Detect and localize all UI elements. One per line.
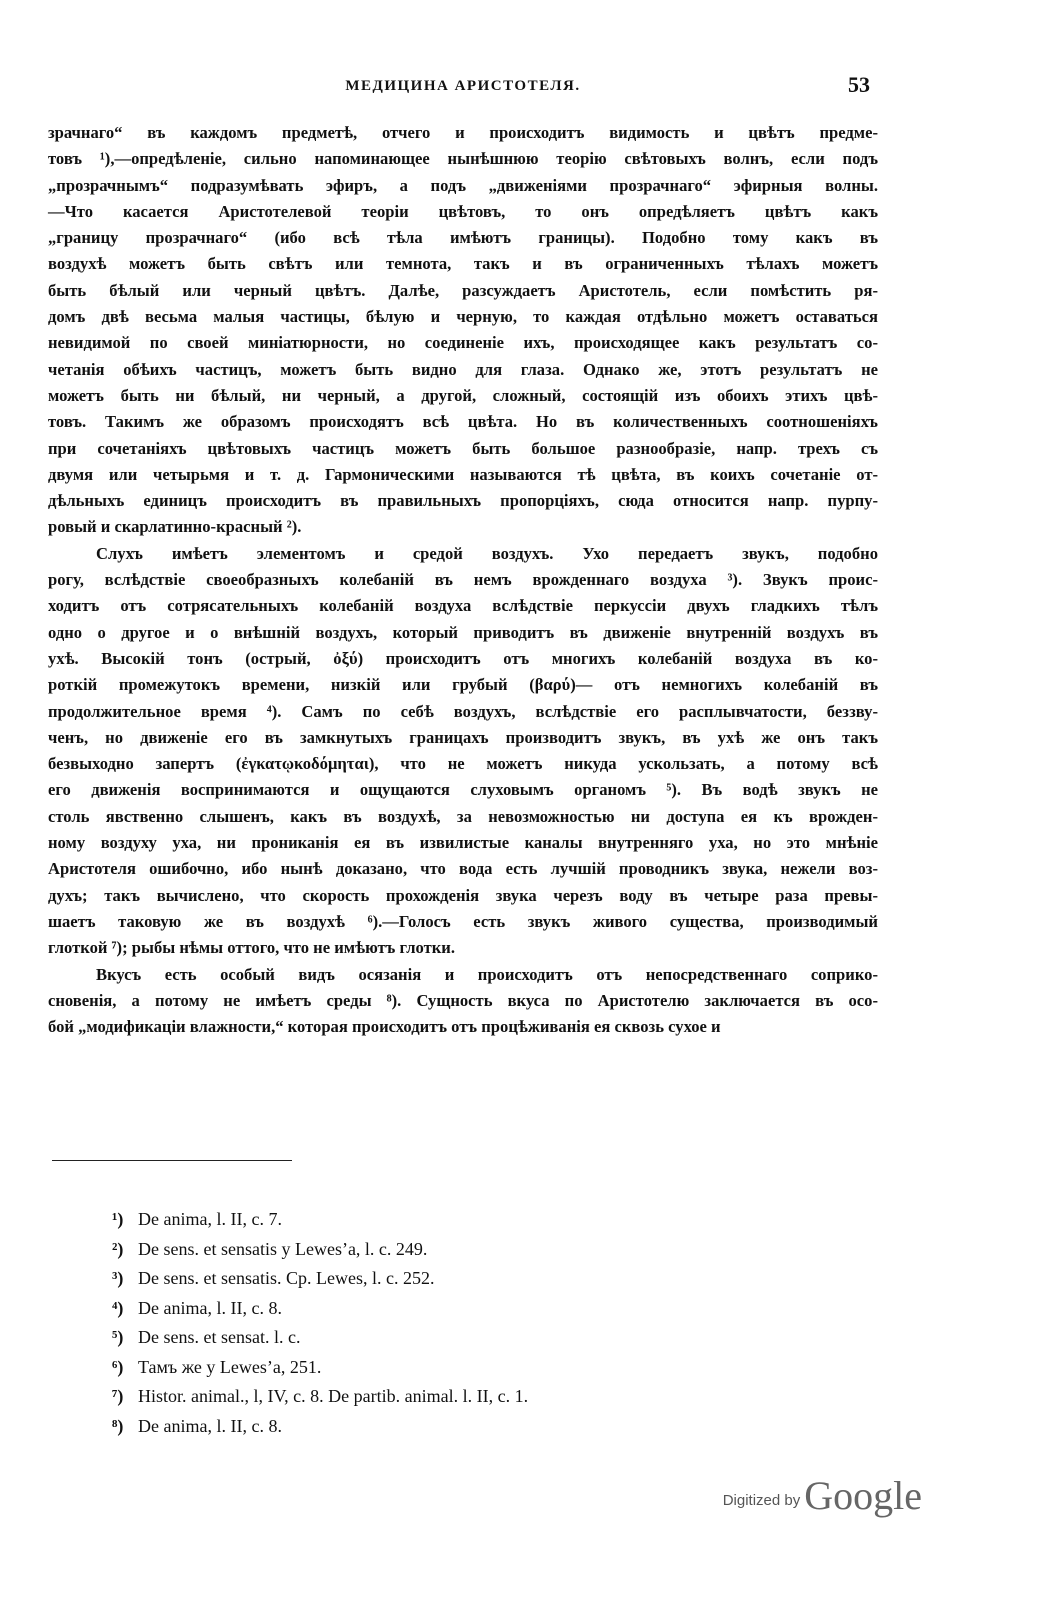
footnote-number: ⁸) [112, 1415, 124, 1436]
footnote-text: De sens. et sensatis. Cp. Lewes, l. c. 252. [138, 1268, 435, 1288]
footnote [112, 1205, 812, 1235]
footnote-number: ⁵) [112, 1327, 124, 1347]
text-line: при сочетаніяхъ цвѣтовыхъ частицъ можетъ быть большое разнообразіе, напр. трехъ съ [48, 438, 878, 458]
page-header [48, 72, 878, 102]
text-line: товъ ¹),—опредѣленіе, сильно напоминающее нынѣшнюю теорію свѣтовыхъ волнъ, если подъ [48, 149, 878, 169]
text-line: домъ двѣ весьма малыя частицы, бѣлую и черную, то каждая отдѣльно можетъ оставаться [48, 307, 878, 327]
text-line: быть бѣлый или черный цвѣтъ. Далѣе, разсуждаетъ Аристотель, если помѣстить ря- [48, 280, 878, 300]
text-line: шаетъ таковую же въ воздухѣ ⁶).—Голосъ есть звукъ живого существа, производимый [48, 911, 878, 931]
google-logo: Google [804, 1473, 922, 1518]
text-line: безвыходно запертъ (ἐγκατῳκοδόμηται), что не можетъ никуда ускользать, а потому всѣ [48, 754, 878, 774]
text-line: невидимой по своей миніатюрности, но соединеніе ихъ, происходящее какъ результатъ со- [48, 333, 878, 353]
footnote-text: Тамъ же у Lewes’a, 251. [138, 1356, 322, 1377]
footnote-text: De anima, l. II, c. 8. [138, 1415, 282, 1436]
text-line: роткій промежутокъ времени, низкій или грубый (βαρύ)— отъ немногихъ колебаній въ [48, 675, 878, 695]
text-line: —Что касается Аристотелевой теоріи цвѣтовъ, то онъ опредѣляетъ цвѣтъ какъ [48, 201, 878, 221]
footnote-number: ³) [112, 1268, 124, 1288]
running-title: МЕДИЦИНА АРИСТОТЕЛЯ. [345, 78, 581, 94]
text-line: глоткой ⁷); рыбы нѣмы оттого, что не имѣютъ глотки. [48, 938, 456, 958]
text-line: зрачнаго“ въ каждомъ предметѣ, отчего и происходитъ видимость и цвѣтъ предме- [48, 123, 878, 142]
text-line: ному воздуху уха, ни прониканія ея въ извилистые каналы внутренняго уха, но это мнѣніе [48, 833, 878, 853]
footnote-number: ⁷) [112, 1386, 124, 1406]
text-line: рогу, вслѣдствіе своеобразныхъ колебаній въ немъ врожденнаго воздуха ³). Звукъ проис- [48, 570, 878, 590]
footnote-text: Histor. animal., l, IV, c. 8. De partib. animal. l. II, c. 1. [138, 1386, 529, 1406]
text-line: сновенія, а потому не имѣетъ среды ⁸). Сущность вкуса по Аристотелю заключается въ осо- [48, 990, 878, 1010]
text-line: дѣльныхъ единицъ происходитъ въ правильныхъ пропорціяхъ, сюда относится напр. пурпу- [48, 491, 878, 511]
text-line: ходитъ отъ сотрясательныхъ колебаній воздуха вслѣдствіе перкуссіи двухъ гладкихъ тѣлъ [48, 596, 878, 616]
text-line: его движенія воспринимаются и ощущаются слуховымъ органомъ ⁵). Въ водѣ звукъ не [48, 780, 878, 800]
text-line: можетъ быть ни бѣлый, ни черный, а другой, сложный, состоящій изъ обоихъ этихъ цвѣ- [48, 385, 878, 405]
text-line: одно о другое и о внѣшній воздухъ, который приводитъ въ движеніе внутренній воздухъ въ [48, 622, 878, 642]
watermark-prefix: Digitized by [722, 1492, 801, 1509]
paragraph [48, 541, 878, 962]
text-line: столь явственно слышенъ, какъ въ воздухѣ, за невозможностью ни доступа ея къ врожден- [48, 806, 878, 826]
footnotes [112, 1205, 812, 1441]
digitized-by-watermark [723, 1472, 922, 1519]
footnote-number: ¹) [112, 1209, 124, 1229]
text-line: воздухѣ можетъ быть свѣтъ или темнота, такъ и въ ограниченныхъ тѣлахъ можетъ [48, 254, 878, 274]
text-line: товъ. Такимъ же образомъ происходятъ всѣ цвѣта. Но въ количественныхъ соотношеніяхъ [48, 412, 878, 432]
text-line: ченъ, но движеніе его въ замкнутыхъ границахъ производитъ звукъ, въ ухѣ же онъ такъ [48, 727, 878, 747]
text-line: „границу прозрачнаго“ (ибо всѣ тѣла имѣютъ границы). Подобно тому какъ въ [48, 228, 878, 248]
footnote [112, 1235, 812, 1265]
footnote [112, 1353, 812, 1383]
footnote-text: De sens. et sensat. l. c. [138, 1327, 301, 1347]
text-line: ухѣ. Высокій тонъ (острый, ὀξύ) происходитъ отъ многихъ колебаній воздуха въ ко- [48, 648, 878, 668]
paragraph [48, 120, 878, 541]
footnote [112, 1294, 812, 1324]
text-line: четанія обѣихъ частицъ, можетъ быть видно для глаза. Однако же, этотъ результатъ не [48, 359, 878, 379]
body-text [48, 120, 878, 1040]
text-line: продолжительное время ⁴). Самъ по себѣ воздухъ, вслѣдствіе его расплывчатости, беззву- [48, 701, 878, 721]
footnote-text: De anima, l. II, c. 8. [138, 1297, 282, 1318]
paragraph [48, 962, 878, 1041]
footnote-divider [52, 1160, 292, 1161]
text-line: бой „модификаціи влажности,“ которая происходитъ отъ процѣживанія ея сквозь сухое и [48, 1017, 721, 1037]
text-line: ровый и скарлатинно-красный ²). [48, 517, 302, 537]
footnote [112, 1264, 812, 1294]
footnote-text: De sens. et sensatis y Lewes’a, l. c. 249. [138, 1238, 428, 1259]
footnote [112, 1382, 812, 1412]
text-line: двумя или четырьмя и т. д. Гармоническими называются тѣ цвѣта, въ коихъ сочетаніе от- [48, 464, 878, 484]
text-line: „прозрачнымъ“ подразумѣвать эфиръ, а подъ „движеніями прозрачнаго“ эфирныя волны. [48, 175, 878, 195]
footnote-number: ⁶) [112, 1356, 124, 1377]
footnote-text: De anima, l. II, c. 7. [138, 1209, 282, 1229]
footnote [112, 1323, 812, 1353]
text-line: духъ; такъ вычислено, что скорость прохожденія звука черезъ воду въ четыре раза превы- [48, 885, 878, 905]
footnote-number: ²) [112, 1238, 124, 1259]
text-line: Вкусъ есть особый видъ осязанія и происходитъ отъ непосредственнаго соприко- [96, 964, 878, 984]
footnote [112, 1412, 812, 1442]
footnote-number: ⁴) [112, 1297, 124, 1318]
text-line: Слухъ имѣетъ элементомъ и средой воздухъ. Ухо передаетъ звукъ, подобно [96, 543, 878, 563]
text-line: Аристотеля ошибочно, ибо нынѣ доказано, что вода есть лучшій проводникъ звука, нежели воз- [48, 859, 878, 879]
page-number: 53 [848, 72, 870, 97]
